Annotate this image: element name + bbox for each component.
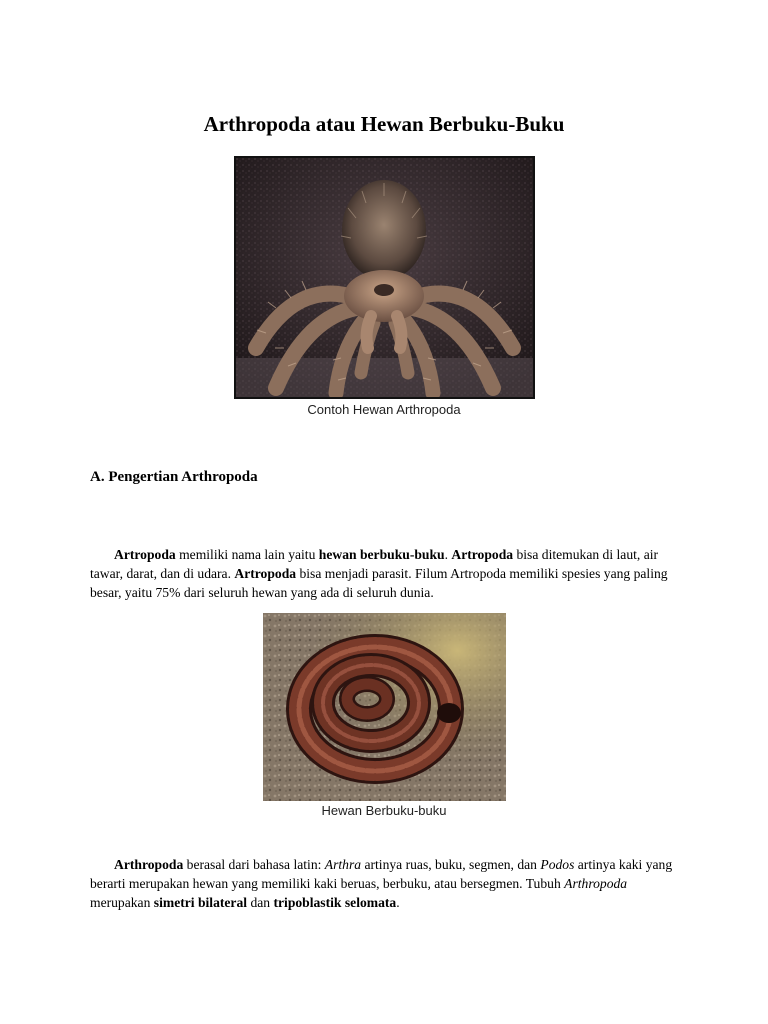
- para2-text-6: .: [396, 895, 400, 910]
- para2-term-3: tripoblastik selomata: [273, 895, 397, 910]
- paragraph-2: [90, 855, 680, 912]
- para1-text-2: .: [444, 547, 452, 562]
- para1-term-4: Artropoda: [234, 566, 297, 581]
- figure-1-caption: Contoh Hewan Arthropoda: [307, 402, 461, 417]
- page-title: Arthropoda atau Hewan Berbuku-Buku: [203, 112, 565, 136]
- paragraph-1: [90, 545, 680, 602]
- millipede-image: [263, 613, 506, 801]
- tarantula-image: [234, 156, 535, 399]
- para2-term-1: Arthropoda: [114, 857, 184, 872]
- para1-text-3: bisa ditemukan di laut, air tawar, darat, dan di udara.: [90, 547, 659, 581]
- para1-term-3: Artropoda: [451, 547, 514, 562]
- para2-text-1: berasal dari bahasa latin:: [183, 857, 325, 872]
- para2-text-5: dan: [247, 895, 274, 910]
- para1-term-2: hewan berbuku-buku: [318, 547, 445, 562]
- para2-text-3: artinya kaki yang berarti merupakan hewan yang memiliki kaki beruas, berbuku, atau bersegmen. Tubuh: [90, 857, 673, 891]
- tarantula-illustration: [236, 158, 533, 397]
- para2-term-2: simetri bilateral: [153, 895, 248, 910]
- figure-2-caption: Hewan Berbuku-buku: [321, 803, 447, 818]
- para2-text-4: merupakan: [90, 895, 154, 910]
- para2-italic-2: Podos: [540, 857, 575, 872]
- para1-text-4: bisa menjadi parasit. Filum Artropoda memiliki spesies yang paling besar, yaitu 75% dari seluruh hewan yang ada di seluruh dunia.: [90, 566, 668, 600]
- para1-term-1: Artropoda: [114, 547, 176, 562]
- para2-italic-1: Arthra: [324, 857, 362, 872]
- para2-text-2: artinya ruas, buku, segmen, dan: [361, 857, 541, 872]
- millipede-illustration: [263, 613, 506, 801]
- para1-text-1: memiliki nama lain yaitu: [175, 547, 319, 562]
- section-heading-a: A. Pengertian Arthropoda: [90, 469, 258, 485]
- para2-italic-3: Arthropoda: [564, 876, 628, 891]
